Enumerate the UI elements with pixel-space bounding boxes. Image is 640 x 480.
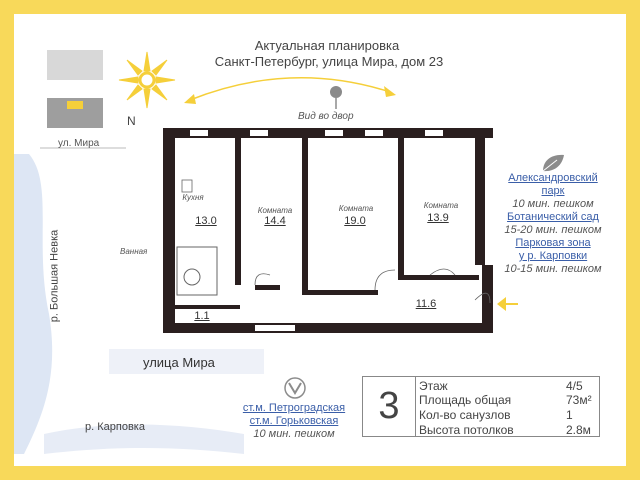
place-name-3b[interactable]: у р. Карповки: [518, 250, 588, 262]
metro-station-2[interactable]: ст.м. Горьковская: [249, 415, 339, 427]
place-name-1a[interactable]: Александровский: [508, 172, 598, 184]
sun-path-arc: [180, 70, 410, 110]
north-label: N: [127, 114, 136, 128]
place-name-3a[interactable]: Парковая зона: [515, 237, 591, 249]
legend-marker: [67, 101, 83, 109]
rooms-count: 3: [363, 377, 416, 436]
info-value-area: 73м²: [566, 393, 592, 407]
view-label: Вид во двор: [298, 111, 354, 122]
info-label-bathrooms: Кол-во санузлов: [419, 408, 511, 422]
legend-swatch-street: [47, 98, 103, 128]
street-mira-label: улица Мира: [143, 355, 215, 370]
room-area-wc: 1.1: [194, 310, 210, 322]
metro-block: [230, 402, 358, 441]
entrance-arrow-icon: [496, 294, 520, 314]
metro-icon: [283, 376, 307, 400]
info-value-ceiling: 2.8м: [566, 423, 591, 437]
river-bolshaya-nevka-label: р. Большая Невка: [48, 229, 61, 323]
info-value-floor: 4/5: [566, 379, 583, 393]
floor-plan: [160, 125, 500, 335]
info-label-ceiling: Высота потолков: [419, 423, 514, 437]
room-area-3: 13.9: [427, 212, 449, 224]
legend-street-label: ул. Мира: [58, 138, 100, 149]
bathroom-label: Ванная: [120, 247, 148, 256]
leaf-icon: [540, 152, 566, 174]
room-label-3: Комната: [423, 201, 459, 210]
room-label-kitchen: Кухня: [182, 193, 204, 202]
title-line-1: Актуальная планировка: [254, 38, 400, 53]
river-karpovka-label: р. Карповка: [85, 421, 145, 433]
room-area-1: 14.4: [264, 215, 286, 227]
title-line-2: Санкт-Петербург, улица Мира, дом 23: [214, 54, 444, 69]
metro-time: 10 мин. пешком: [253, 428, 335, 440]
info-label-area: Площадь общая: [419, 393, 512, 407]
place-time-1: 10 мин. пешком: [512, 198, 594, 210]
room-area-hall: 11.6: [415, 298, 437, 310]
place-time-3: 10-15 мин. пешком: [504, 263, 602, 275]
place-time-2: 15-20 мин. пешком: [504, 224, 602, 236]
river-bolshaya-nevka: [14, 154, 52, 454]
info-label-floor: Этаж: [419, 379, 448, 393]
place-name-2[interactable]: Ботанический сад: [507, 211, 599, 223]
metro-station-1[interactable]: ст.м. Петроградская: [242, 402, 346, 414]
place-name-1b[interactable]: парк: [541, 185, 565, 197]
room-label-2: Комната: [338, 204, 374, 213]
info-value-bathrooms: 1: [566, 408, 573, 422]
room-area-kitchen: 13.0: [195, 215, 217, 227]
places-list: [498, 172, 608, 276]
room-area-2: 19.0: [344, 215, 366, 227]
room-label-1: Комната: [257, 206, 293, 215]
location-pin-icon: [328, 84, 344, 110]
